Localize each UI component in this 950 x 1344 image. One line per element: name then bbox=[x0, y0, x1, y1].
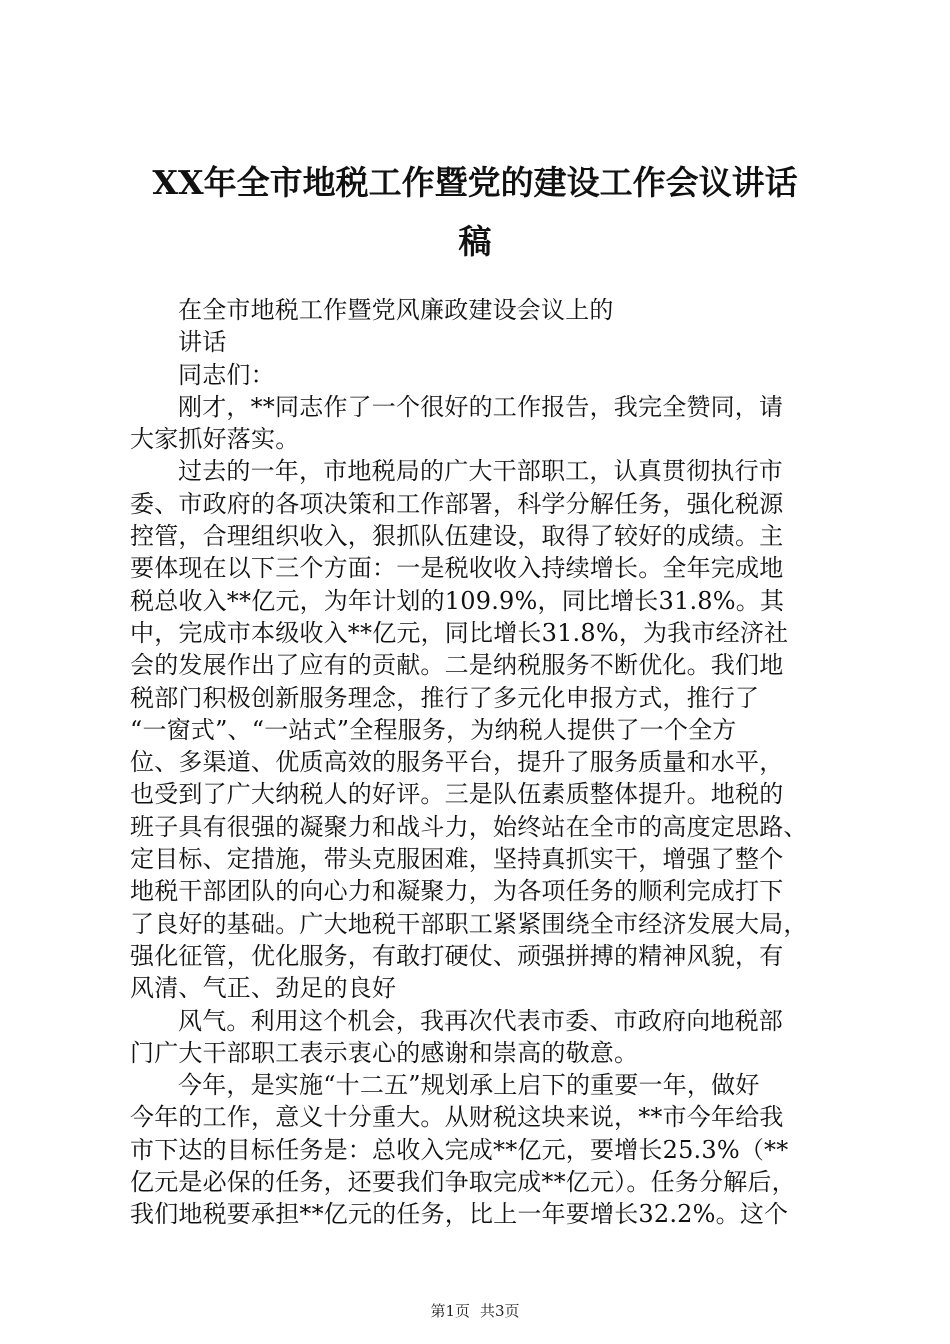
body-line: 控管，合理组织收入，狠抓队伍建设，取得了较好的成绩。主 bbox=[130, 522, 784, 551]
document-body bbox=[130, 294, 830, 1231]
body-line: 门广大干部职工表示衷心的感谢和崇高的敬意。 bbox=[130, 1038, 639, 1067]
body-line: 市下达的目标任务是：总收入完成**亿元，要增长25.3%（** bbox=[130, 1135, 789, 1164]
body-line: 位、多渠道、优质高效的服务平台，提升了服务质量和水平， bbox=[130, 748, 784, 777]
document-title-line-1: XX年全市地税工作暨党的建设工作会议讲话 bbox=[152, 163, 798, 202]
body-line: 刚才，**同志作了一个很好的工作报告，我完全赞同，请 bbox=[178, 392, 784, 421]
body-line: 讲话 bbox=[178, 328, 227, 357]
body-line: 风清、气正、劲足的良好 bbox=[130, 974, 397, 1003]
body-line: 今年，是实施“十二五”规划承上启下的重要一年，做好 bbox=[178, 1071, 760, 1100]
body-line: 了良好的基础。广大地税干部职工紧紧围绕全市经济发展大局， bbox=[130, 909, 808, 938]
body-line: 风气。利用这个机会，我再次代表市委、市政府向地税部 bbox=[178, 1006, 783, 1035]
body-line: 今年的工作，意义十分重大。从财税这块来说，**市今年给我 bbox=[130, 1103, 784, 1132]
page-number: 第1页 bbox=[430, 1302, 470, 1320]
body-line: 中，完成市本级收入**亿元，同比增长31.8%，为我市经济社 bbox=[130, 618, 789, 647]
body-line: 我们地税要承担**亿元的任务，比上一年要增长32.2%。这个 bbox=[130, 1200, 789, 1229]
body-line: 税总收入**亿元，为年计划的109.9%，同比增长31.8%。其 bbox=[130, 586, 785, 615]
body-line: 税部门积极创新服务理念，推行了多元化申报方式，推行了 bbox=[130, 683, 760, 712]
body-line: 过去的一年，市地税局的广大干部职工，认真贯彻执行市 bbox=[178, 457, 783, 486]
page-total: 共3页 bbox=[480, 1302, 520, 1320]
body-line: 地税干部团队的向心力和凝聚力，为各项任务的顺利完成打下 bbox=[130, 877, 784, 906]
page-footer bbox=[0, 1301, 950, 1321]
body-line: 亿元是必保的任务，还要我们争取完成**亿元）。任务分解后， bbox=[130, 1168, 796, 1197]
body-line: 定目标、定措施，带头克服困难，坚持真抓实干，增强了整个 bbox=[130, 845, 784, 874]
body-line: 会的发展作出了应有的贡献。二是纳税服务不断优化。我们地 bbox=[130, 651, 784, 680]
body-line: 强化征管，优化服务，有敢打硬仗、顽强拼搏的精神风貌，有 bbox=[130, 941, 784, 970]
body-line: 班子具有很强的凝聚力和战斗力，始终站在全市的高度定思路、 bbox=[130, 812, 808, 841]
body-line: 在全市地税工作暨党风廉政建设会议上的 bbox=[178, 296, 614, 324]
body-line: 也受到了广大纳税人的好评。三是队伍素质整体提升。地税的 bbox=[130, 780, 784, 809]
body-line: 大家抓好落实。 bbox=[130, 425, 300, 454]
body-line: 委、市政府的各项决策和工作部署，科学分解任务，强化税源 bbox=[130, 489, 784, 518]
body-line: 要体现在以下三个方面：一是税收收入持续增长。全年完成地 bbox=[130, 554, 784, 583]
body-line: “一窗式”、“一站式”全程服务，为纳税人提供了一个全方 bbox=[130, 715, 737, 744]
body-line: 同志们： bbox=[178, 360, 275, 389]
document-title-line-2: 稿 bbox=[458, 222, 492, 261]
